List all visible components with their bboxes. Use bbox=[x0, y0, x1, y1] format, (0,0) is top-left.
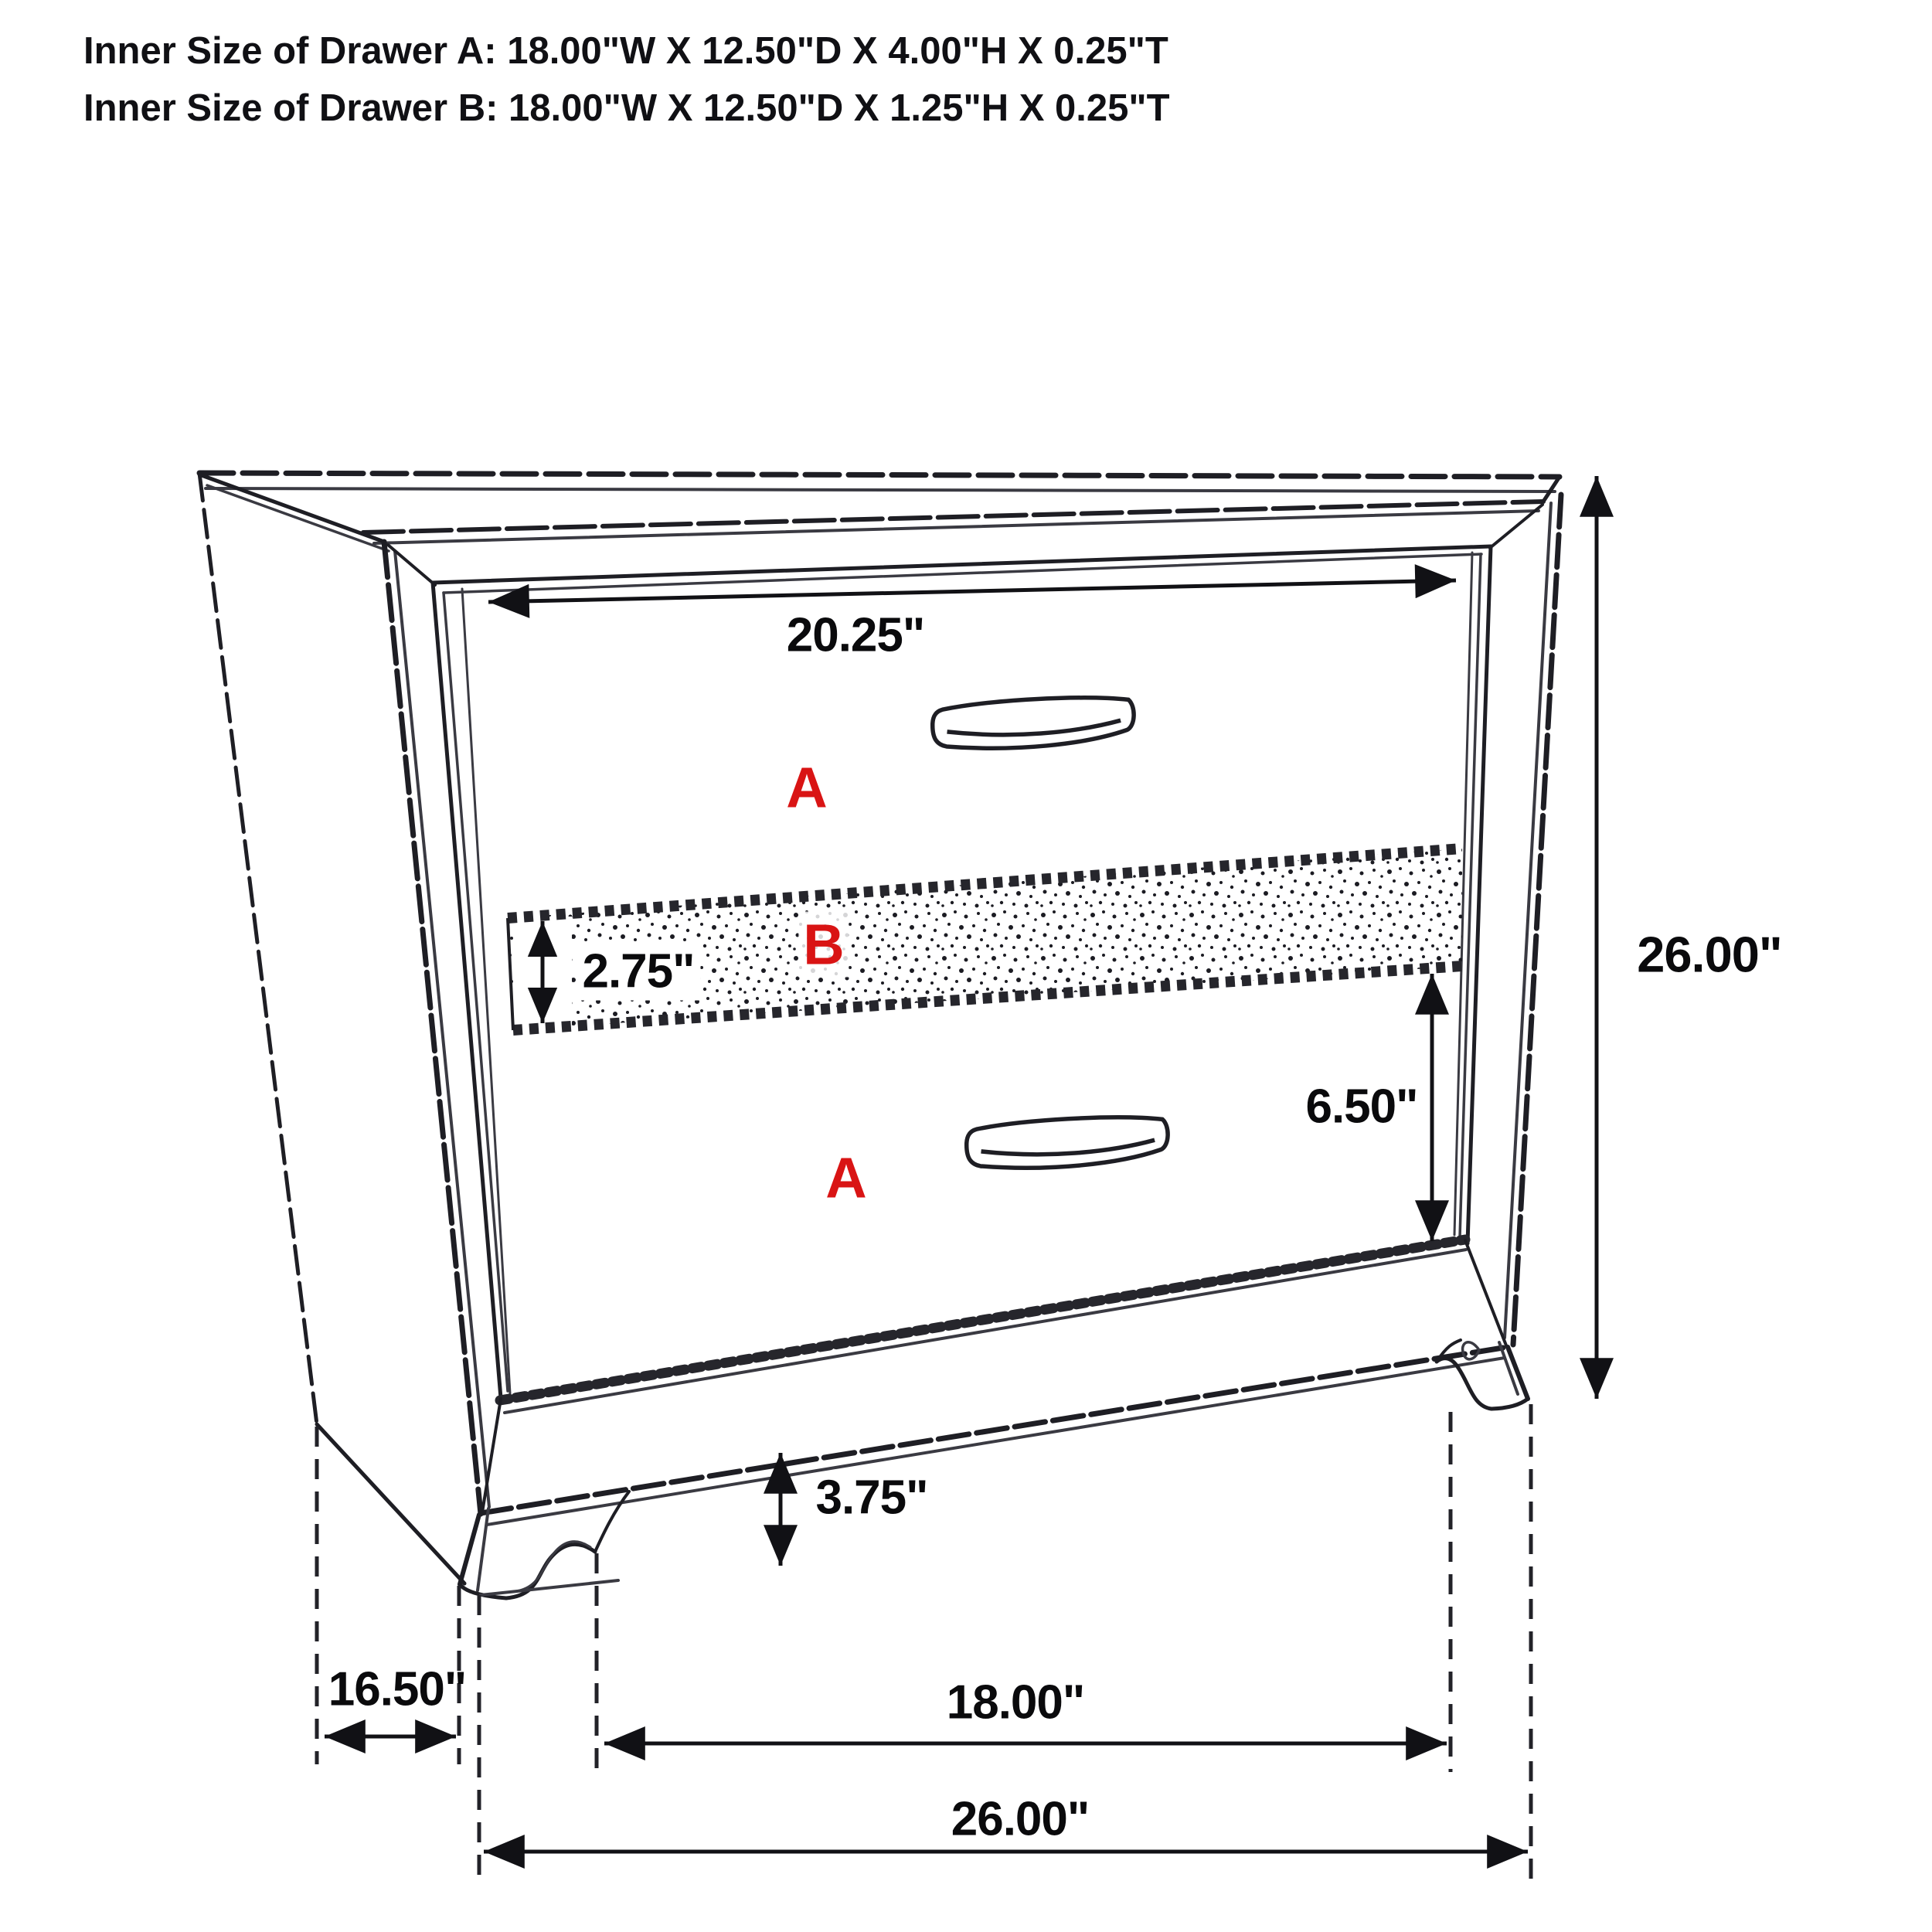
marker-middle-tray-b: B bbox=[798, 912, 849, 978]
bottom-rail bbox=[481, 1240, 1508, 1525]
dim-label-foot-height: 3.75" bbox=[815, 1471, 928, 1525]
dim-label-overall-height: 26.00" bbox=[1637, 926, 1782, 983]
dim-label-drawer-opening-width: 20.25" bbox=[786, 608, 925, 662]
dim-label-bottom-drawer-height: 6.50" bbox=[1305, 1080, 1418, 1134]
dim-label-side-depth: 16.50" bbox=[328, 1662, 467, 1716]
dimension-arrows bbox=[325, 476, 1597, 1852]
drawer-b-strip bbox=[508, 849, 1462, 1030]
left-side-panel bbox=[199, 473, 489, 1583]
left-foot-outer-edge bbox=[460, 1515, 479, 1584]
dim-label-overall-width: 26.00" bbox=[951, 1792, 1090, 1846]
marker-bottom-drawer-a: A bbox=[825, 1145, 867, 1210]
dim-label-feet-inner-span: 18.00" bbox=[946, 1675, 1085, 1730]
header-drawer-a-size: Inner Size of Drawer A: 18.00"W X 12.50"D X 4.00"H X 0.25"T bbox=[83, 30, 1168, 72]
bottom-drawer-handle bbox=[965, 1112, 1170, 1174]
top-drawer-handle bbox=[931, 692, 1136, 754]
dim-label-tray-row-height: 2.75" bbox=[576, 943, 700, 1001]
marker-top-drawer-a: A bbox=[786, 755, 828, 820]
arrow-drawer-opening-width bbox=[488, 580, 1456, 602]
header-drawer-b-size: Inner Size of Drawer B: 18.00"W X 12.50"D X 1.25"H X 0.25"T bbox=[83, 87, 1170, 129]
cabinet-top-slab bbox=[199, 473, 1560, 551]
